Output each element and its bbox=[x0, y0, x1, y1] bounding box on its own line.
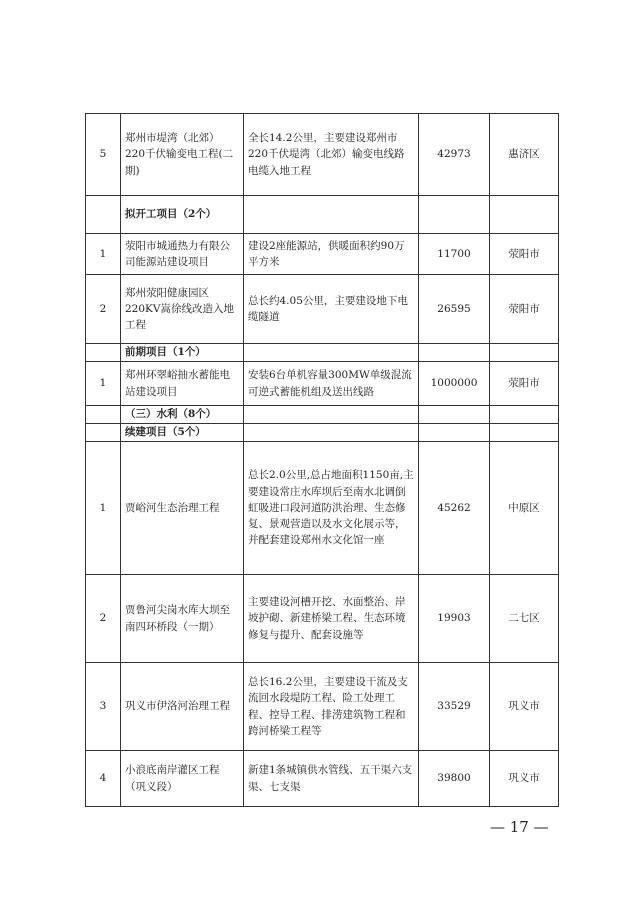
empty-cell bbox=[86, 406, 121, 424]
district: 惠济区 bbox=[490, 114, 559, 196]
investment-amount: 42973 bbox=[419, 114, 490, 196]
section-row bbox=[86, 406, 559, 424]
table-row bbox=[86, 275, 559, 344]
empty-cell bbox=[490, 406, 559, 424]
section-row bbox=[86, 196, 559, 234]
section-row bbox=[86, 344, 559, 362]
project-name: 荥阳市城通热力有限公司能源站建设项目 bbox=[121, 234, 244, 275]
project-description: 新建1条城镇供水管线、五干渠六支渠、七支渠 bbox=[244, 751, 419, 807]
district: 巩义市 bbox=[490, 751, 559, 807]
project-table bbox=[85, 113, 559, 807]
district: 二七区 bbox=[490, 575, 559, 663]
section-title: 前期项目（1个） bbox=[121, 344, 244, 362]
section-row bbox=[86, 424, 559, 442]
investment-amount: 11700 bbox=[419, 234, 490, 275]
project-name: 巩义市伊洛河治理工程 bbox=[121, 663, 244, 751]
project-description: 总长约4.05公里，主要建设地下电缆隧道 bbox=[244, 275, 419, 344]
project-name: 小浪底南岸灌区工程（巩义段） bbox=[121, 751, 244, 807]
investment-amount: 33529 bbox=[419, 663, 490, 751]
project-name: 贾峪河生态治理工程 bbox=[121, 442, 244, 575]
empty-cell bbox=[86, 424, 121, 442]
investment-amount: 19903 bbox=[419, 575, 490, 663]
table-row bbox=[86, 362, 559, 406]
row-number: 4 bbox=[86, 751, 121, 807]
row-number: 2 bbox=[86, 575, 121, 663]
empty-cell bbox=[419, 424, 490, 442]
district: 中原区 bbox=[490, 442, 559, 575]
investment-amount: 39800 bbox=[419, 751, 490, 807]
project-description: 安装6台单机容量300MW单级混流可逆式蓄能机组及送出线路 bbox=[244, 362, 419, 406]
empty-cell bbox=[419, 344, 490, 362]
row-number: 1 bbox=[86, 234, 121, 275]
table-row bbox=[86, 663, 559, 751]
empty-cell bbox=[419, 196, 490, 234]
district: 荥阳市 bbox=[490, 234, 559, 275]
empty-cell bbox=[244, 196, 419, 234]
row-number: 1 bbox=[86, 442, 121, 575]
project-description: 总长16.2公里，主要建设干流及支流回水段堤防工程、险工处理工程、控导工程、排涝建筑物工程和跨河桥梁工程等 bbox=[244, 663, 419, 751]
table-row bbox=[86, 234, 559, 275]
table-row bbox=[86, 114, 559, 196]
section-title: 续建项目（5个） bbox=[121, 424, 244, 442]
investment-amount: 1000000 bbox=[419, 362, 490, 406]
project-description: 建设2座能源站，供暖面积约90万平方米 bbox=[244, 234, 419, 275]
district: 荥阳市 bbox=[490, 362, 559, 406]
empty-cell bbox=[86, 344, 121, 362]
table-row bbox=[86, 575, 559, 663]
row-number: 2 bbox=[86, 275, 121, 344]
empty-cell bbox=[244, 344, 419, 362]
project-name: 贾鲁河尖岗水库大坝至南四环桥段（一期） bbox=[121, 575, 244, 663]
page-number: — 17 — bbox=[490, 818, 549, 836]
table-row bbox=[86, 751, 559, 807]
empty-cell bbox=[490, 196, 559, 234]
investment-amount: 26595 bbox=[419, 275, 490, 344]
project-description: 主要建设河槽开挖、水面整治、岸坡护砌、新建桥梁工程、生态环境修复与提升、配套设施等 bbox=[244, 575, 419, 663]
project-description: 全长14.2公里，主要建设郑州市220千伏堤湾（北郊）输变电线路电缆入地工程 bbox=[244, 114, 419, 196]
row-number: 1 bbox=[86, 362, 121, 406]
empty-cell bbox=[244, 406, 419, 424]
empty-cell bbox=[244, 424, 419, 442]
empty-cell bbox=[490, 424, 559, 442]
empty-cell bbox=[86, 196, 121, 234]
project-name: 郑州环翠峪抽水蓄能电站建设项目 bbox=[121, 362, 244, 406]
empty-cell bbox=[490, 344, 559, 362]
section-title: （三）水利（8个） bbox=[121, 406, 244, 424]
section-title: 拟开工项目（2个） bbox=[121, 196, 244, 234]
empty-cell bbox=[419, 406, 490, 424]
project-name: 郑州市堤湾（北郊）220千伏输变电工程(二期) bbox=[121, 114, 244, 196]
investment-amount: 45262 bbox=[419, 442, 490, 575]
project-name: 郑州荥阳健康园区220KV嵩徐线改造入地工程 bbox=[121, 275, 244, 344]
project-description: 总长2.0公里,总占地面积1150亩,主要建设常庄水库坝后至南水北调倒虹吸进口段河道防洪治理、生态修复、景观营造以及水文化展示等，并配套建设郑州水文化馆一座 bbox=[244, 442, 419, 575]
row-number: 5 bbox=[86, 114, 121, 196]
district: 荥阳市 bbox=[490, 275, 559, 344]
district: 巩义市 bbox=[490, 663, 559, 751]
row-number: 3 bbox=[86, 663, 121, 751]
table-row bbox=[86, 442, 559, 575]
